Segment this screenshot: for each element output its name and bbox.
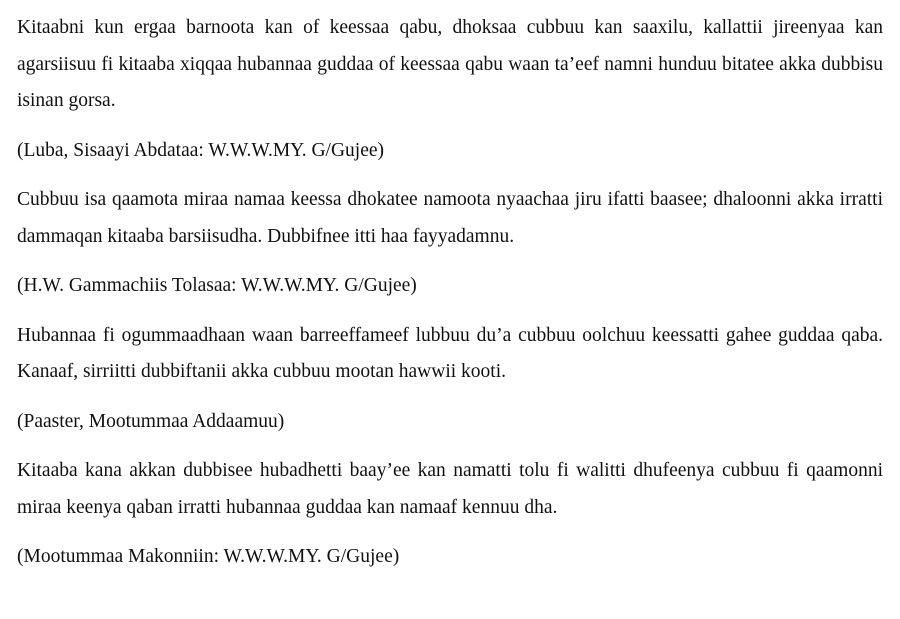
testimonial-text-2: Cubbuu isa qaamota miraa namaa keessa dhokatee namoota nyaachaa jiru ifatti baasee; dhaloonni akka irratti dammaqan kitaaba barsiisudha. Dubbifnee itti haa fayyadamnu. xyxy=(17,189,883,247)
paragraph-spacer xyxy=(17,120,883,133)
testimonial-text-1: Kitaabni kun ergaa barnoota kan of keessaa qabu, dhoksaa cubbuu kan saaxilu, kallattii jireenyaa kan agarsiisuu fi kitaaba xiqqaa hubannaa guddaa of keessaa qabu waan ta’eef namni hunduu bitatee akka dubbisu isinan gorsa. xyxy=(17,17,883,111)
paragraph-spacer xyxy=(17,255,883,268)
paragraph-spacer xyxy=(17,526,883,539)
testimonial-document xyxy=(17,10,883,576)
testimonial-text-4: Kitaaba kana akkan dubbisee hubadhetti baay’ee kan namatti tolu fi walitti dhufeenya cubbuu fi qaamonni miraa keenya qaban irratti hubannaa guddaa kan namaaf kennuu dha. xyxy=(17,460,883,518)
testimonial-attribution-3: (Paaster, Mootummaa Addaamuu) xyxy=(17,410,285,432)
paragraph-spacer xyxy=(17,305,883,318)
testimonial-attribution-2: (H.W. Gammachiis Tolasaa: W.W.W.MY. G/Gujee) xyxy=(17,275,417,296)
testimonial-text-3: Hubannaa fi ogummaadhaan waan barreeffameef lubbuu du’a cubbuu oolchuu keessatti gahee guddaa qaba. Kanaaf, sirriitti dubbiftanii akka cubbuu mootan hawwii kooti. xyxy=(17,324,883,382)
testimonial-attribution-4: (Mootummaa Makonniin: W.W.W.MY. G/Gujee) xyxy=(17,546,400,567)
testimonial-attribution-1: (Luba, Sisaayi Abdataa: W.W.W.MY. G/Gujee) xyxy=(17,139,385,161)
paragraph-spacer xyxy=(17,169,883,182)
paragraph-spacer xyxy=(17,440,883,453)
paragraph-spacer xyxy=(17,391,883,404)
